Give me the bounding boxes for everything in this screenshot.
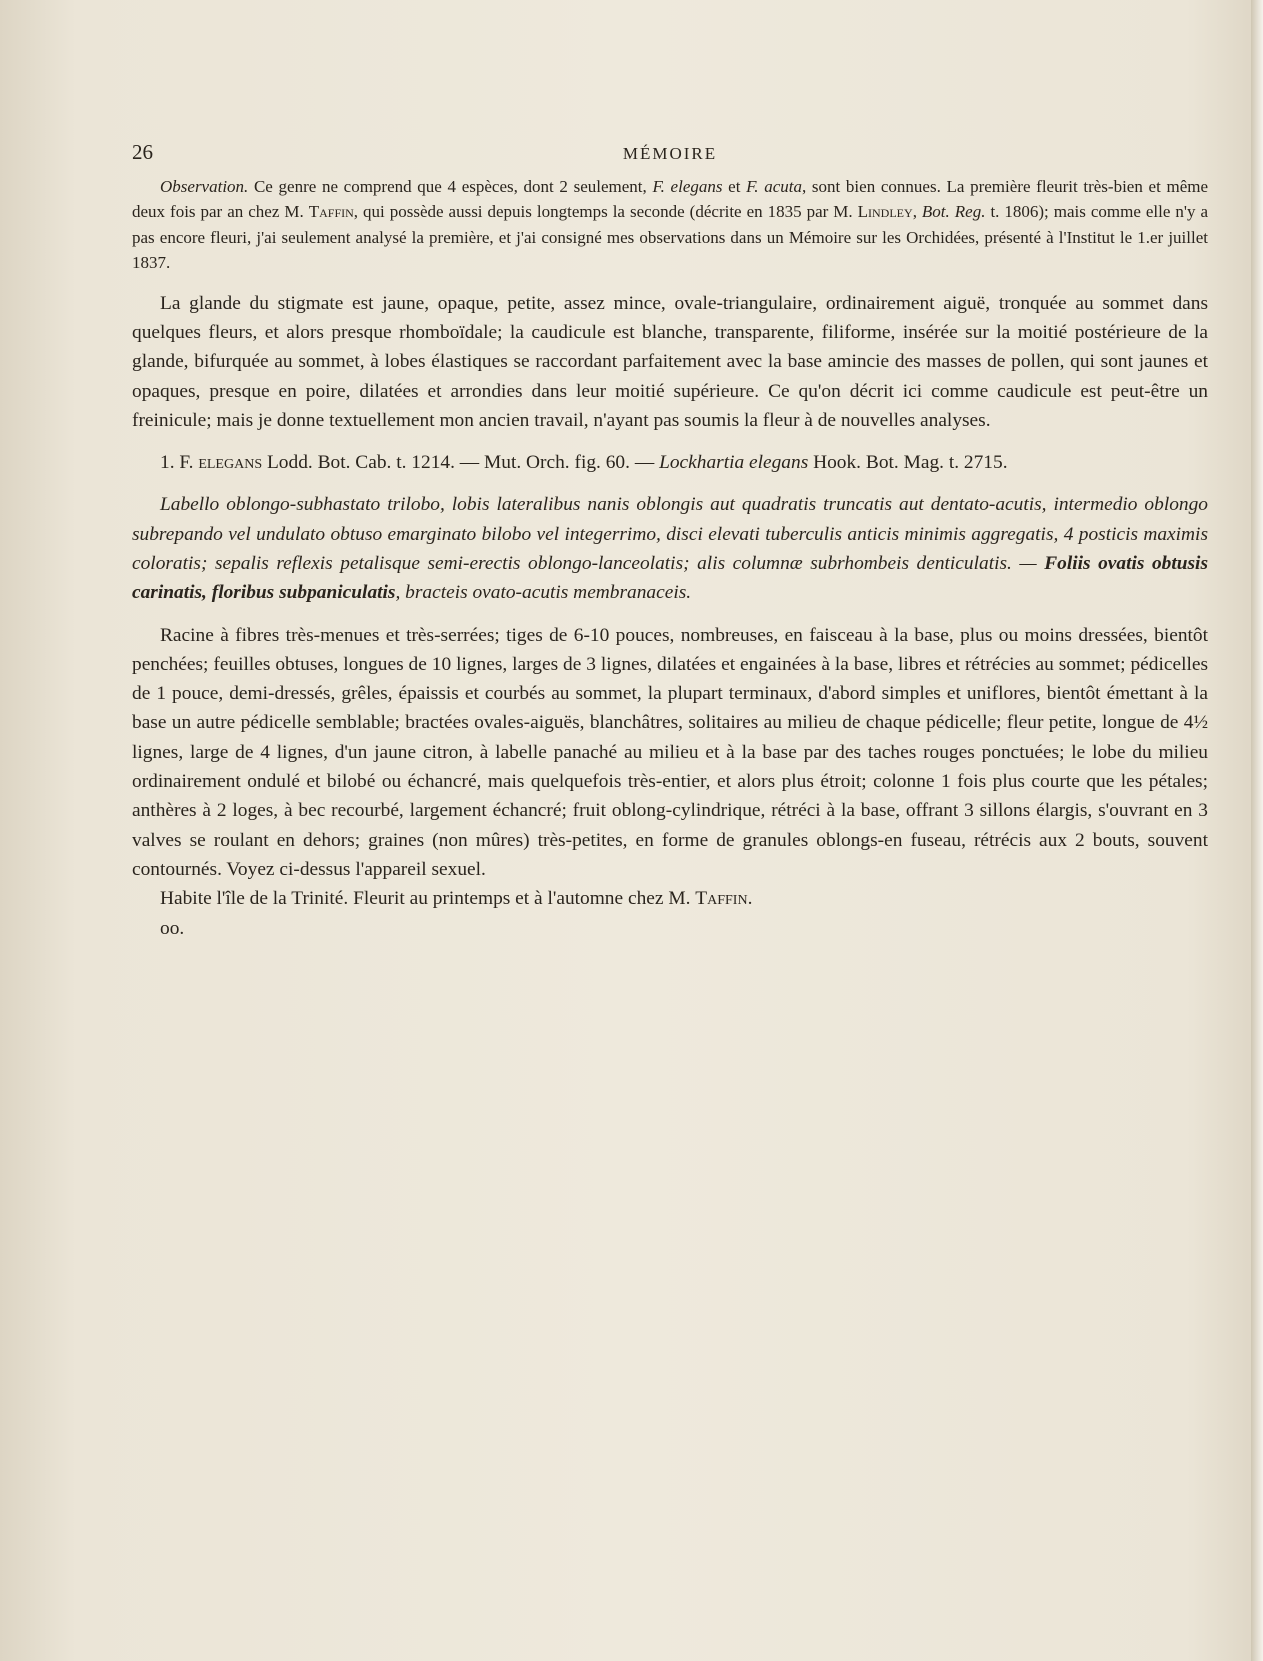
species-synonym: Lockhartia elegans xyxy=(659,452,809,474)
observation-text: , xyxy=(912,202,922,222)
species-entry xyxy=(132,448,1208,477)
habitat-paragraph xyxy=(132,884,1208,913)
observation-text: , sont bien connues. La première fleurit très-bien et même deux fois par an chez M. xyxy=(132,177,1209,222)
glande-paragraph: La glande du stigmate est jaune, opaque, petite, assez mince, ovale-triangulaire, ordinairement aiguë, tronquée au sommet dans quelques fleurs, et alors presque rhomboïdale; la caudicule est blanche, transparente, filiforme, insérée sur la moitié postérieure de la glande, bifurquée au sommet, à lobes élastiques se raccordant parfaitement avec la base amincie des masses de pollen, qui sont jaunes et opaques, presque en poire, dilatées et arrondies dans leur moitié supérieure. Ce qu'on décrit ici comme caudicule est peut-être un freinicule; mais je donne textuellement mon ancien travail, n'ayant pas soumis la fleur à de nouvelles analyses. xyxy=(132,292,1208,431)
running-title: MÉMOIRE xyxy=(622,144,718,163)
species-number: 1. F. xyxy=(160,452,199,474)
page-content xyxy=(132,138,1208,943)
author-name: Taffin xyxy=(695,888,748,910)
species-references: Hook. Bot. Mag. t. 2715. xyxy=(808,452,1008,474)
footer-fragment: oo. xyxy=(160,917,185,939)
page-header xyxy=(132,138,1208,174)
observation-text: , qui possède aussi depuis longtemps la seconde (décrite en 1835 par M. xyxy=(353,202,858,222)
species-ref: F. elegans xyxy=(652,177,723,196)
author-name: Lindley xyxy=(857,202,913,222)
habitat-text: Habite l'île de la Trinité. Fleurit au printemps et à l'automne chez M. xyxy=(160,888,696,910)
publication-ref: Bot. Reg. xyxy=(921,202,986,222)
author-name: Taffin xyxy=(308,202,354,222)
racine-paragraph: Racine à fibres très-menues et très-serrées; tiges de 6-10 pouces, nombreuses, en faisceau à la base, plus ou moins dressées, bientôt penchées; feuilles obtuses, longues de 10 lignes, larges de 3 lignes, dilatées et engainées à la base, libres et rétrécies au sommet; pédicelles de 1 pouce, demi-dressés, grêles, épaissis et courbés au sommet, la plupart terminaux, d'abord simples et uniflores, bientôt émettant à la base un autre pédicelle semblable; bractées ovales-aiguës, blanchâtres, solitaires au milieu de chaque pédicelle; fleur petite, longue de 4½ lignes, large de 4 lignes, d'un jaune citron, à labelle panaché au milieu et à la base par des taches rouges ponctuées; le lobe du milieu ordinairement ondulé et bilobé ou échancré, mais quelquefois très-entier, et alors plus étroit; colonne 1 fois plus courte que les pétales; anthères à 2 loges, à bec recourbé, largement échancré; fruit oblong-cylindrique, rétréci à la base, offrant 3 sillons élargis, s'ouvrant en 3 valves se roulant en dehors; graines (non mûres) très-petites, en forme de granules oblongs-en fuseau, rétrécis aux 2 bouts, souvent contournés. Voyez ci-dessus l'appareil sexuel. xyxy=(132,624,1208,880)
observation-text: Ce genre ne comprend que 4 espèces, dont 2 seulement, xyxy=(248,177,653,196)
latin-text: , bracteis ovato-acutis membranaceis. xyxy=(395,582,692,604)
page-number: 26 xyxy=(132,140,153,164)
observation-text: et xyxy=(722,177,747,196)
species-references: Lodd. Bot. Cab. t. 1214. — Mut. Orch. fig. 60. — xyxy=(262,452,660,474)
species-name: elegans xyxy=(198,452,263,474)
latin-description xyxy=(132,490,1208,607)
observation-text: t. 1806); mais comme elle n'y a pas encore fleuri, j'ai seulement analysé la première, et j'ai consigné mes observations dans un Mémoire sur les Orchidées, présenté à l'Institut le 1.er juillet 1837. xyxy=(132,202,1208,273)
latin-text-bold: Foliis ovatis obtusis carinatis, floribus subpaniculatis xyxy=(132,553,1208,604)
species-ref: F. acuta xyxy=(746,177,802,196)
latin-text: Labello oblongo-subhastato trilobo, lobis lateralibus nanis oblongis aut quadratis truncatis aut dentato-acutis, intermedio oblongo subrepando vel undulato obtuso emarginato bilobo vel integerrimo, disci elevati tuberculis anticis minimis aggregatis, 4 posticis maximis coloratis; sepalis reflexis petalisque semi-erectis oblongo-lanceolatis; alis columnæ subrhombeis denticulatis. — xyxy=(132,494,1208,574)
observation-paragraph xyxy=(132,174,1208,276)
observation-label: Observation. xyxy=(160,177,249,196)
page-edge-shadow xyxy=(1251,0,1263,1661)
habitat-text: . xyxy=(747,888,753,910)
